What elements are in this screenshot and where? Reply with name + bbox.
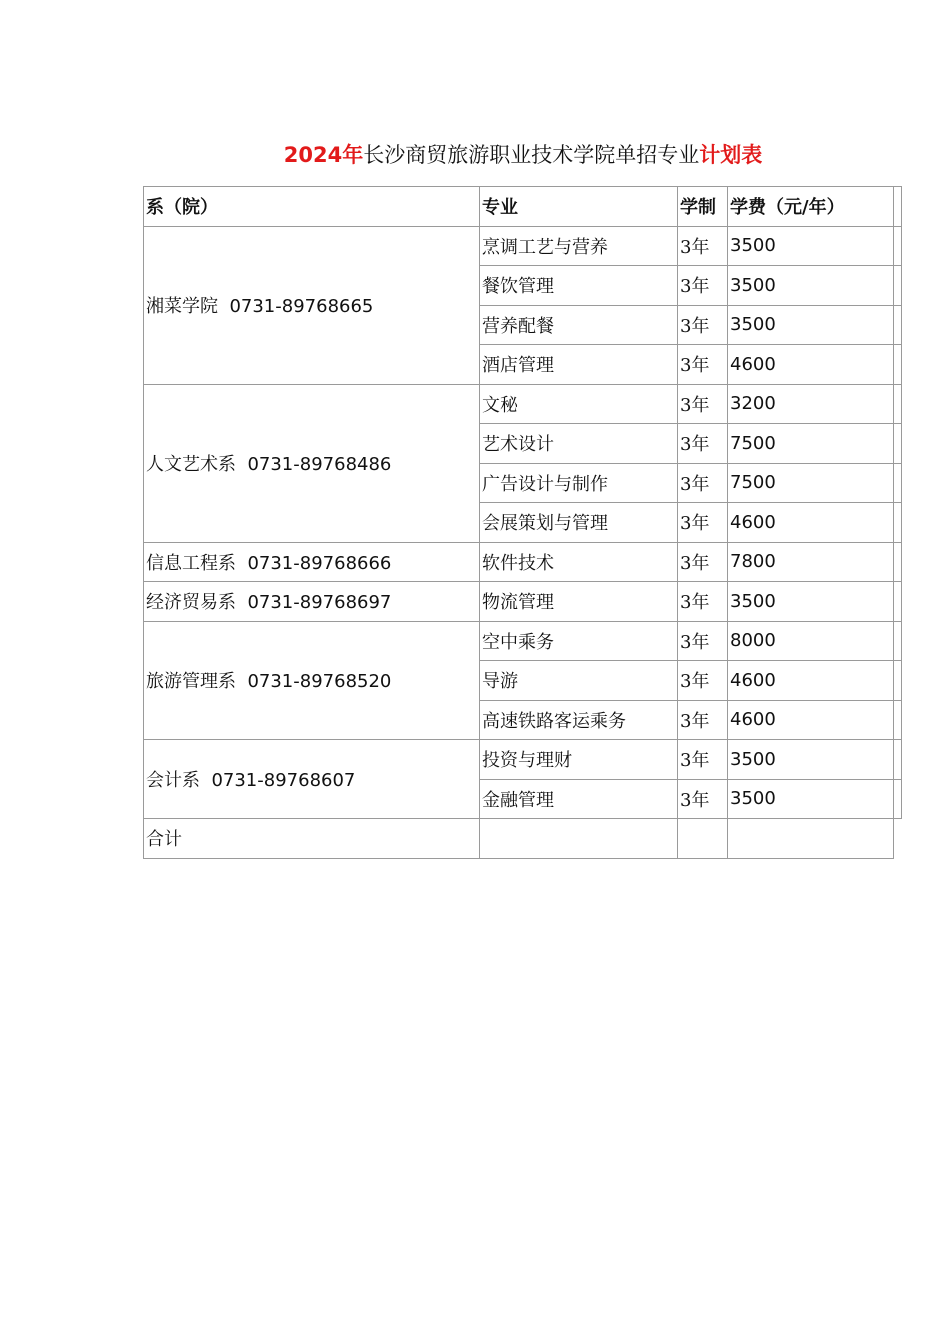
fee-cell: 3500	[728, 779, 894, 819]
table-row	[144, 582, 902, 622]
duration-cell: 3年	[678, 463, 728, 503]
department-phone: 0731-89768486	[247, 454, 392, 475]
duration-cell: 3年	[678, 700, 728, 740]
major-cell: 艺术设计	[480, 424, 678, 464]
total-fee-cell	[728, 819, 894, 859]
duration-cell: 3年	[678, 384, 728, 424]
fee-cell: 7500	[728, 424, 894, 464]
table-row	[144, 384, 902, 424]
table-header-row	[144, 187, 902, 227]
duration-cell: 3年	[678, 503, 728, 543]
table-row	[144, 740, 902, 780]
duration-cell: 3年	[678, 345, 728, 385]
table-edge-cell	[894, 819, 902, 859]
department-phone: 0731-89768520	[247, 671, 392, 693]
table-edge-cell	[894, 305, 902, 345]
total-major-cell	[480, 819, 678, 859]
department-name: 会计系	[146, 770, 200, 791]
table-edge-cell	[894, 621, 902, 661]
duration-cell: 3年	[678, 779, 728, 819]
table-edge-cell	[894, 740, 902, 780]
header-duration: 学制	[678, 187, 728, 227]
department-phone: 0731-89768697	[247, 592, 392, 614]
major-cell: 导游	[480, 661, 678, 701]
fee-cell: 3200	[728, 384, 894, 424]
department-cell	[144, 740, 480, 819]
major-cell: 广告设计与制作	[480, 463, 678, 503]
table-edge-cell	[894, 226, 902, 266]
title-school: 长沙商贸旅游职业技术学院单招专业	[363, 143, 700, 167]
department-name: 经济贸易系	[146, 592, 236, 614]
department-name: 人文艺术系	[146, 454, 236, 475]
table-edge-cell	[894, 266, 902, 306]
department-phone: 0731-89768666	[247, 552, 392, 574]
table-edge-cell	[894, 542, 902, 582]
duration-cell: 3年	[678, 661, 728, 701]
fee-cell: 3500	[728, 740, 894, 780]
document-title	[0, 140, 950, 170]
duration-cell: 3年	[678, 305, 728, 345]
fee-cell: 8000	[728, 621, 894, 661]
fee-cell: 7800	[728, 542, 894, 582]
major-cell: 营养配餐	[480, 305, 678, 345]
table-edge-cell	[894, 503, 902, 543]
major-cell: 高速铁路客运乘务	[480, 700, 678, 740]
major-cell: 软件技术	[480, 542, 678, 582]
table-edge-cell	[894, 187, 902, 227]
major-cell: 酒店管理	[480, 345, 678, 385]
fee-cell: 4600	[728, 661, 894, 701]
table-edge-cell	[894, 582, 902, 622]
table-row	[144, 226, 902, 266]
duration-cell: 3年	[678, 740, 728, 780]
enrollment-plan-table	[143, 186, 902, 859]
duration-cell: 3年	[678, 226, 728, 266]
major-cell: 烹调工艺与营养	[480, 226, 678, 266]
department-name: 湘菜学院	[146, 296, 218, 317]
department-cell	[144, 384, 480, 542]
department-cell	[144, 582, 480, 622]
table-row	[144, 542, 902, 582]
major-cell: 空中乘务	[480, 621, 678, 661]
department-cell	[144, 542, 480, 582]
department-cell	[144, 226, 480, 384]
fee-cell: 3500	[728, 305, 894, 345]
total-label: 合计	[144, 819, 480, 859]
table-total-row	[144, 819, 902, 859]
department-name: 信息工程系	[146, 552, 236, 574]
duration-cell: 3年	[678, 266, 728, 306]
table-edge-cell	[894, 424, 902, 464]
major-cell: 金融管理	[480, 779, 678, 819]
fee-cell: 4600	[728, 700, 894, 740]
header-major: 专业	[480, 187, 678, 227]
department-phone: 0731-89768665	[229, 296, 374, 317]
table-edge-cell	[894, 661, 902, 701]
department-phone: 0731-89768607	[211, 770, 356, 791]
department-name: 旅游管理系	[146, 671, 236, 693]
table-edge-cell	[894, 700, 902, 740]
fee-cell: 3500	[728, 226, 894, 266]
table-row	[144, 621, 902, 661]
major-cell: 会展策划与管理	[480, 503, 678, 543]
fee-cell: 4600	[728, 503, 894, 543]
header-department: 系（院）	[144, 187, 480, 227]
fee-cell: 3500	[728, 266, 894, 306]
table-edge-cell	[894, 779, 902, 819]
fee-cell: 3500	[728, 582, 894, 622]
fee-cell: 7500	[728, 463, 894, 503]
department-cell	[144, 621, 480, 740]
title-year: 2024年	[283, 143, 364, 167]
title-suffix: 计划表	[699, 143, 763, 167]
major-cell: 文秘	[480, 384, 678, 424]
fee-cell: 4600	[728, 345, 894, 385]
duration-cell: 3年	[678, 621, 728, 661]
major-cell: 餐饮管理	[480, 266, 678, 306]
header-fee: 学费（元/年）	[728, 187, 894, 227]
duration-cell: 3年	[678, 582, 728, 622]
table-edge-cell	[894, 345, 902, 385]
major-cell: 物流管理	[480, 582, 678, 622]
table-edge-cell	[894, 384, 902, 424]
major-cell: 投资与理财	[480, 740, 678, 780]
duration-cell: 3年	[678, 424, 728, 464]
table-edge-cell	[894, 463, 902, 503]
duration-cell: 3年	[678, 542, 728, 582]
total-duration-cell	[678, 819, 728, 859]
